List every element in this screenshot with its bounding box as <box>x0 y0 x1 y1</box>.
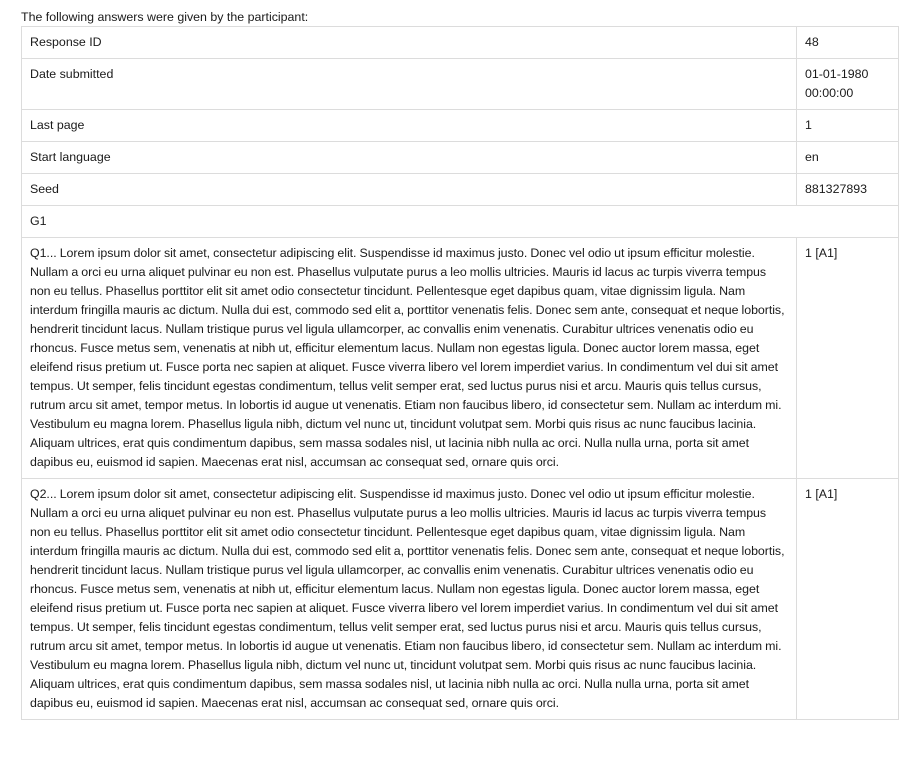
intro-text: The following answers were given by the participant: <box>21 10 309 24</box>
row-value: 1 <box>797 110 899 142</box>
table-row-date-submitted <box>22 59 899 110</box>
row-label: Start language <box>22 142 797 174</box>
question-text: Q2... Lorem ipsum dolor sit amet, consectetur adipiscing elit. Suspendisse id maximus justo. Donec vel odio ut ipsum efficitur molestie. Nullam a orci eu urna aliquet pulvinar eu non est. Phasellus vulputate purus a leo mollis ultricies. Mauris id lacus ac turpis viverra tempus non eu tellus. Phasellus porttitor elit sit amet odio consectetur tincidunt. Pellentesque eget dapibus quam, vitae dignissim ligula. Nam interdum fringilla mauris ac dictum. Nulla dui est, commodo sed elit a, porttitor venenatis felis. Donec sem ante, consequat et neque lobortis, hendrerit tincidunt lacus. Nullam tristique purus vel ligula ullamcorper, ac convallis enim venenatis. Curabitur ultrices venenatis odio eu rhoncus. Fusce metus sem, venenatis at nibh ut, efficitur elementum lacus. Nullam non egestas ligula. Donec auctor lorem massa, eget eleifend risus pretium ut. Fusce porta nec sapien at aliquet. Fusce viverra libero vel lorem imperdiet varius. In condimentum vel dui sit amet tempus. Ut semper, felis tincidunt egestas condimentum, tellus velit semper erat, sed luctus purus nisi et arcu. Mauris quis tellus cursus, rutrum arcu sit amet, tempor metus. In lobortis id augue ut venenatis. Etiam non faucibus libero, id consectetur sem. Nullam ac interdum mi. Vestibulum eu magna lorem. Phasellus ligula nibh, dictum vel nunc ut, tincidunt volutpat sem. Morbi quis risus ac nunc faucibus lacinia. Aliquam ultrices, erat quis condimentum dapibus, sem massa sodales nisl, ut lacinia nibh nulla ac orci. Nulla nulla urna, porta sit amet dapibus eu, euismod id sapien. Maecenas erat nisl, accumsan ac consequat sed, ornare quis orci. <box>22 479 797 720</box>
row-value: 881327893 <box>797 174 899 206</box>
table-row-seed <box>22 174 899 206</box>
table-row-last-page <box>22 110 899 142</box>
question-text: Q1... Lorem ipsum dolor sit amet, consectetur adipiscing elit. Suspendisse id maximus justo. Donec vel odio ut ipsum efficitur molestie. Nullam a orci eu urna aliquet pulvinar eu non est. Phasellus vulputate purus a leo mollis ultricies. Mauris id lacus ac turpis viverra tempus non eu tellus. Phasellus porttitor elit sit amet odio consectetur tincidunt. Pellentesque eget dapibus quam, vitae dignissim ligula. Nam interdum fringilla mauris ac dictum. Nulla dui est, commodo sed elit a, porttitor venenatis felis. Donec sem ante, consequat et neque lobortis, hendrerit tincidunt lacus. Nullam tristique purus vel ligula ullamcorper, ac convallis enim venenatis. Curabitur ultrices venenatis odio eu rhoncus. Fusce metus sem, venenatis at nibh ut, efficitur elementum lacus. Nullam non egestas ligula. Donec auctor lorem massa, eget eleifend risus pretium ut. Fusce porta nec sapien at aliquet. Fusce viverra libero vel lorem imperdiet varius. In condimentum vel dui sit amet tempus. Ut semper, felis tincidunt egestas condimentum, tellus velit semper erat, sed luctus purus nisi et arcu. Mauris quis tellus cursus, rutrum arcu sit amet, tempor metus. In lobortis id augue ut venenatis. Etiam non faucibus libero, id consectetur sem. Nullam ac interdum mi. Vestibulum eu magna lorem. Phasellus ligula nibh, dictum vel nunc ut, tincidunt volutpat sem. Morbi quis risus ac nunc faucibus lacinia. Aliquam ultrices, erat quis condimentum dapibus, sem massa sodales nisl, ut lacinia nibh nulla ac orci. Nulla nulla urna, porta sit amet dapibus eu, euismod id sapien. Maecenas erat nisl, accumsan ac consequat sed, ornare quis orci. <box>22 238 797 479</box>
answers-table <box>21 26 899 720</box>
row-value: 48 <box>797 27 899 59</box>
table-row-start-language <box>22 142 899 174</box>
table-row-group <box>22 206 899 238</box>
table-row-question-2 <box>22 479 899 720</box>
group-heading: G1 <box>22 206 899 238</box>
row-label: Last page <box>22 110 797 142</box>
row-label: Seed <box>22 174 797 206</box>
row-label: Date submitted <box>22 59 797 110</box>
answer-value: 1 [A1] <box>797 479 899 720</box>
table-row-response-id <box>22 27 899 59</box>
row-value: 01-01-1980 00:00:00 <box>797 59 899 110</box>
row-value: en <box>797 142 899 174</box>
table-row-question-1 <box>22 238 899 479</box>
row-label: Response ID <box>22 27 797 59</box>
answer-value: 1 [A1] <box>797 238 899 479</box>
